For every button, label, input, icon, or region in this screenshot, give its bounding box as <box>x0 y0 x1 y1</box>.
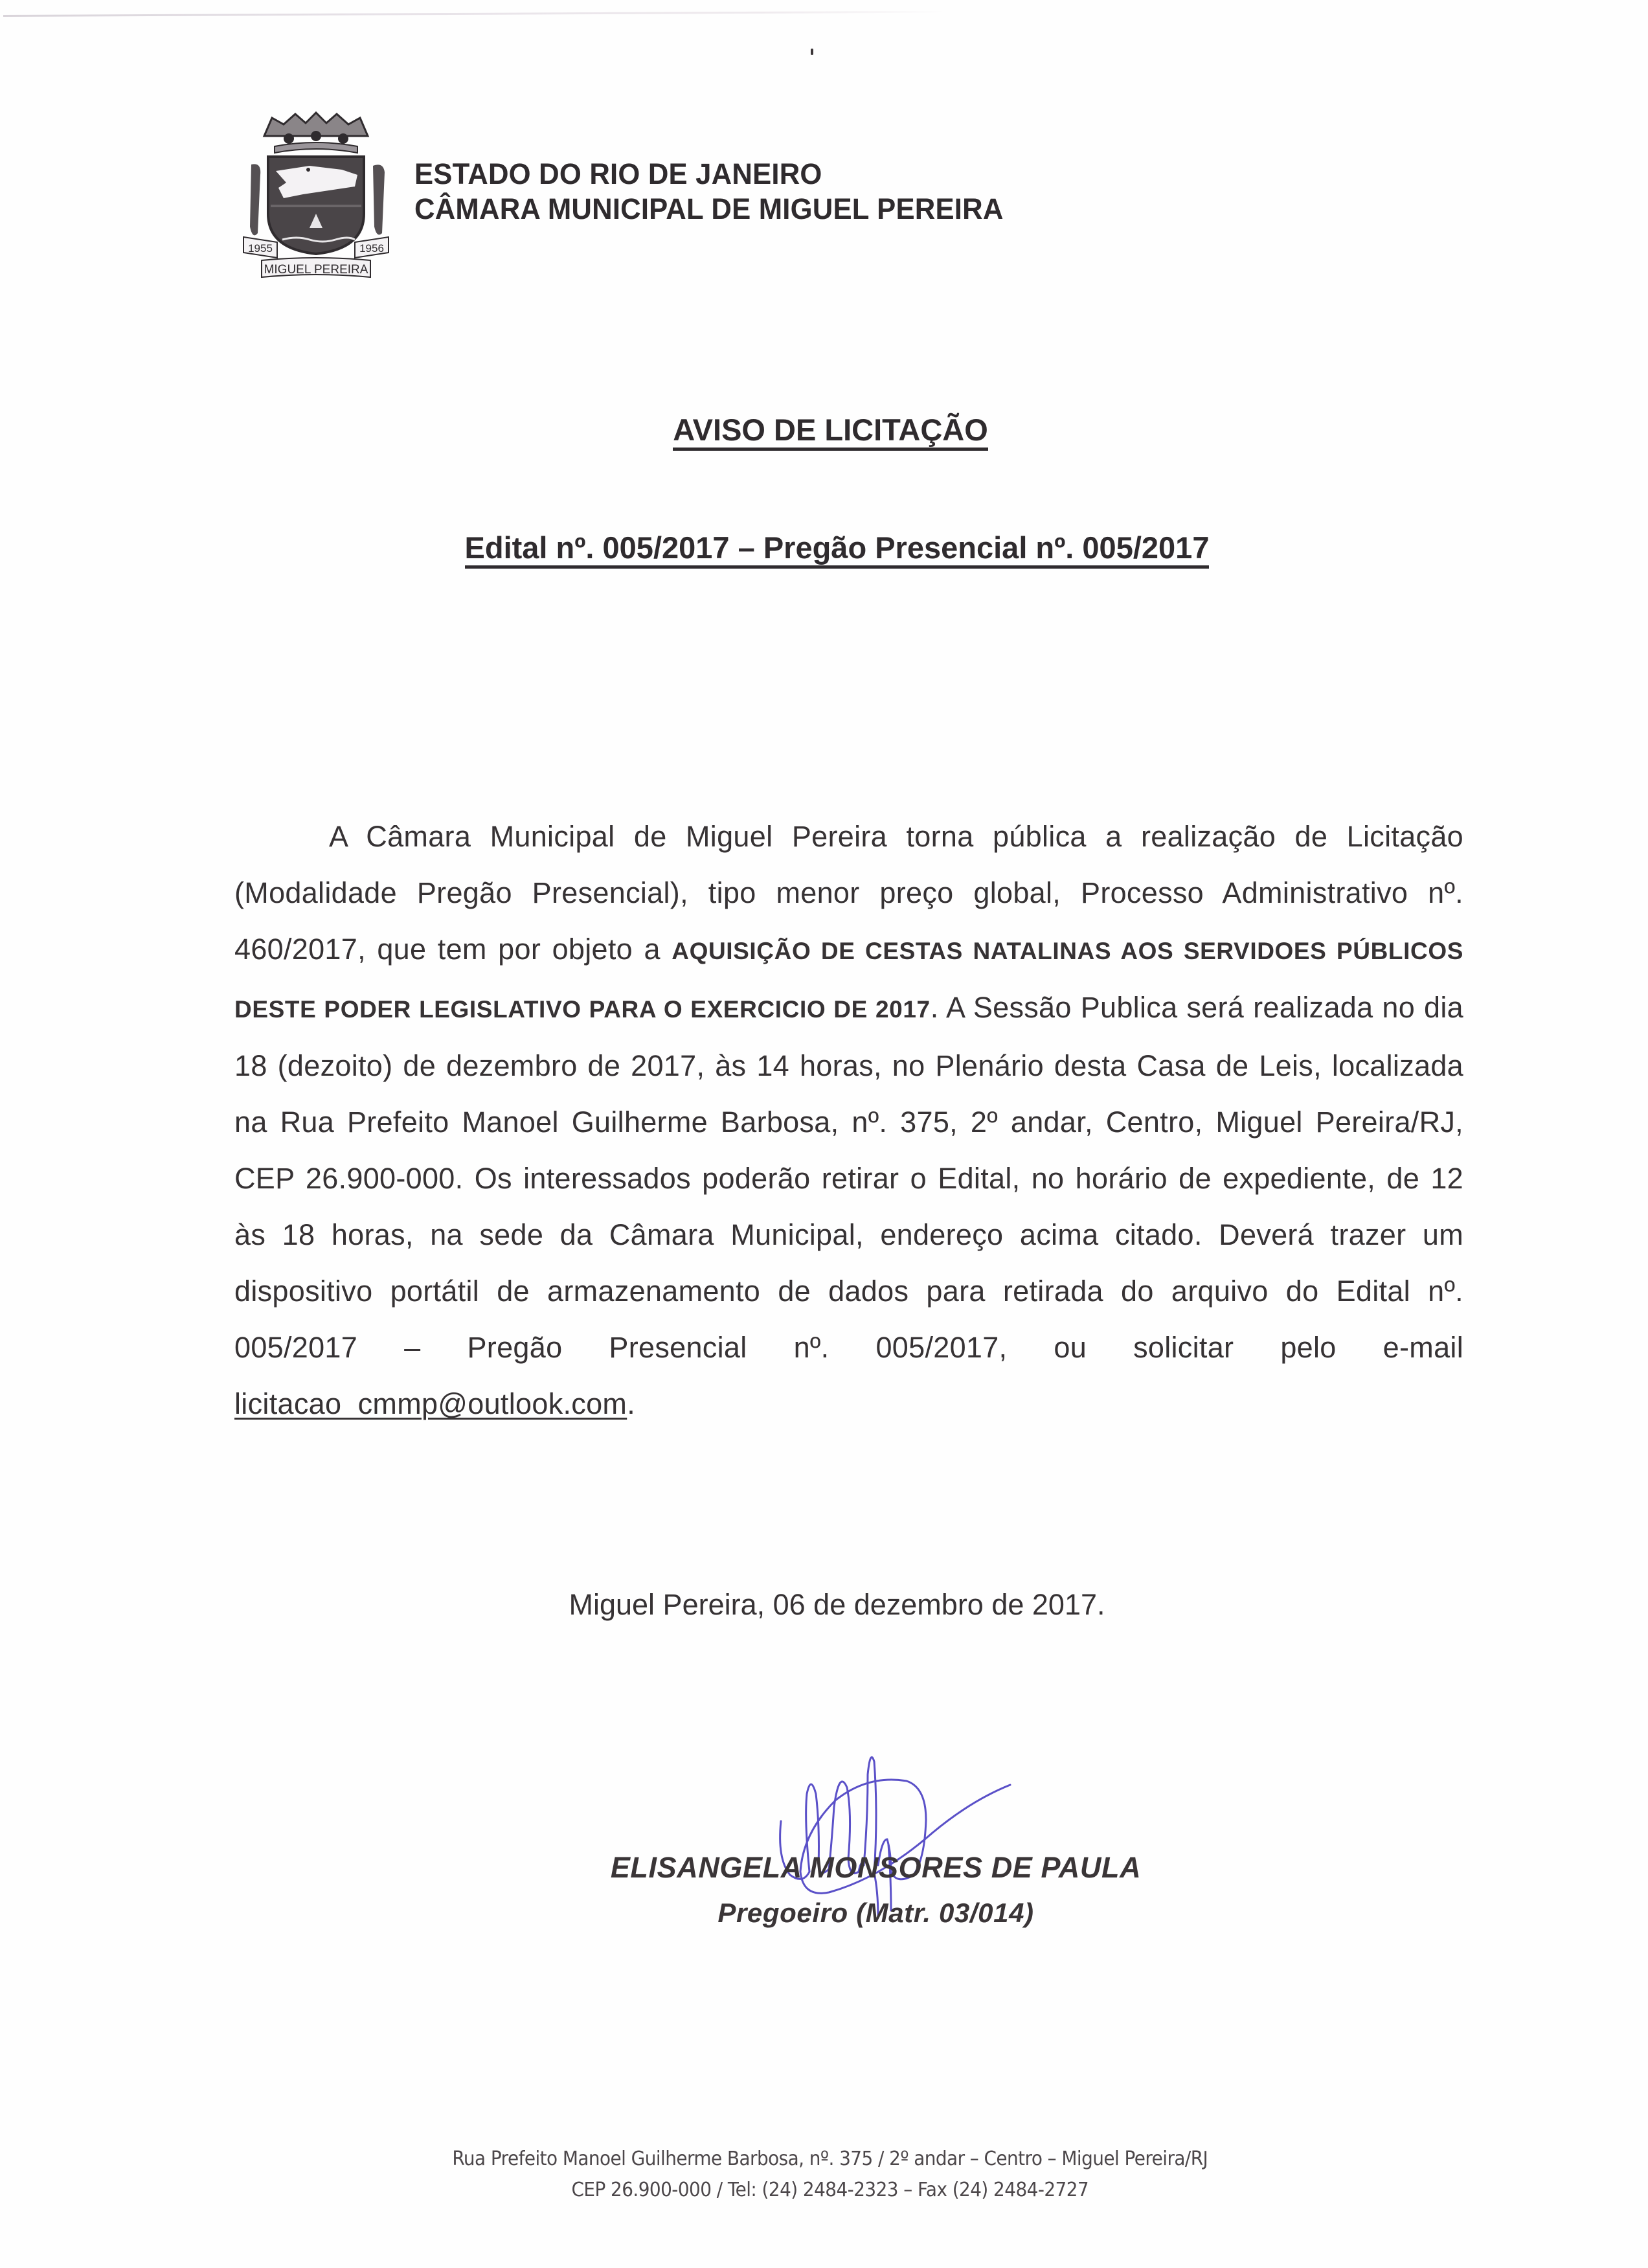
signatory-name: ELISANGELA MONSORES DE PAULA <box>610 1851 1142 1884</box>
state-line: ESTADO DO RIO DE JANEIRO <box>414 157 822 190</box>
scan-speck <box>811 49 813 55</box>
body-object-bold: AQUISIÇÃO DE CESTAS NATALINAS AOS SERVIDOES PÚBLICOS DESTE PODER LEGISLATIVO PARA O EXERCICIO DE 2017 <box>234 938 1463 1023</box>
scanner-edge-line <box>3 11 949 17</box>
signatory-role: Pregoeiro (Matr. 03/014) <box>717 1898 1034 1928</box>
letterhead-text <box>414 157 1004 227</box>
institution-line: CÂMARA MUNICIPAL DE MIGUEL PEREIRA <box>414 192 1004 225</box>
page-title <box>0 412 1648 448</box>
title-main-text: AVISO DE LICITAÇÃO <box>673 413 988 451</box>
municipal-coat-of-arms-icon <box>238 110 394 280</box>
crest-year-left: 1955 <box>248 242 273 255</box>
body-text-part2: . A Sessão Publica será realizada no dia 18 (dezoito) de dezembro de 2017, às 14 horas, no Plenário desta Casa de Leis, localizada na Rua Prefeito Manoel Guilherme Barbosa, nº. 375, 2º andar, Centro, Miguel Pereira/RJ, CEP 26.900-000. Os interessados poderão retirar o Edital, no horário de expediente, de 12 às 18 horas, na sede da Câmara Municipal, endereço acima citado. Deverá trazer um dispositivo portátil de armazenamento de dados para retirada do arquivo do Edital nº. 005/2017 – Pregão Presencial nº. 005/2017, ou solicitar pelo e-mail <box>234 991 1464 1364</box>
notice-body-paragraph <box>234 808 1463 1432</box>
crest-ribbon-text: MIGUEL PEREIRA <box>264 263 368 277</box>
date-line: Miguel Pereira, 06 de dezembro de 2017. <box>569 1588 1105 1621</box>
body-text-part3: . <box>627 1387 636 1420</box>
letterhead <box>238 110 394 280</box>
body-text-part1: A Câmara Municipal de Miguel Pereira torna pública a realização de Licitação (Modalidade Pregão Presencial), tipo menor preço global, Processo Administrativo nº. 460/2017, que tem por objeto a <box>234 820 1463 966</box>
footer-contact-line: CEP 26.900-000 / Tel: (24) 2484-2323 – Fax (24) 2484-2727 <box>571 2179 1089 2201</box>
title-sub-text: Edital nº. 005/2017 – Pregão Presencial nº. 005/2017 <box>465 530 1210 569</box>
edital-subtitle <box>0 530 1648 565</box>
crest-year-right: 1956 <box>359 242 384 255</box>
email-link[interactable]: licitacao_cmmp@outlook.com <box>234 1387 627 1420</box>
footer-address-line: Rua Prefeito Manoel Guilherme Barbosa, nº. 375 / 2º andar – Centro – Miguel Pereira/RJ <box>452 2148 1208 2170</box>
footer-address <box>58 2144 1590 2206</box>
